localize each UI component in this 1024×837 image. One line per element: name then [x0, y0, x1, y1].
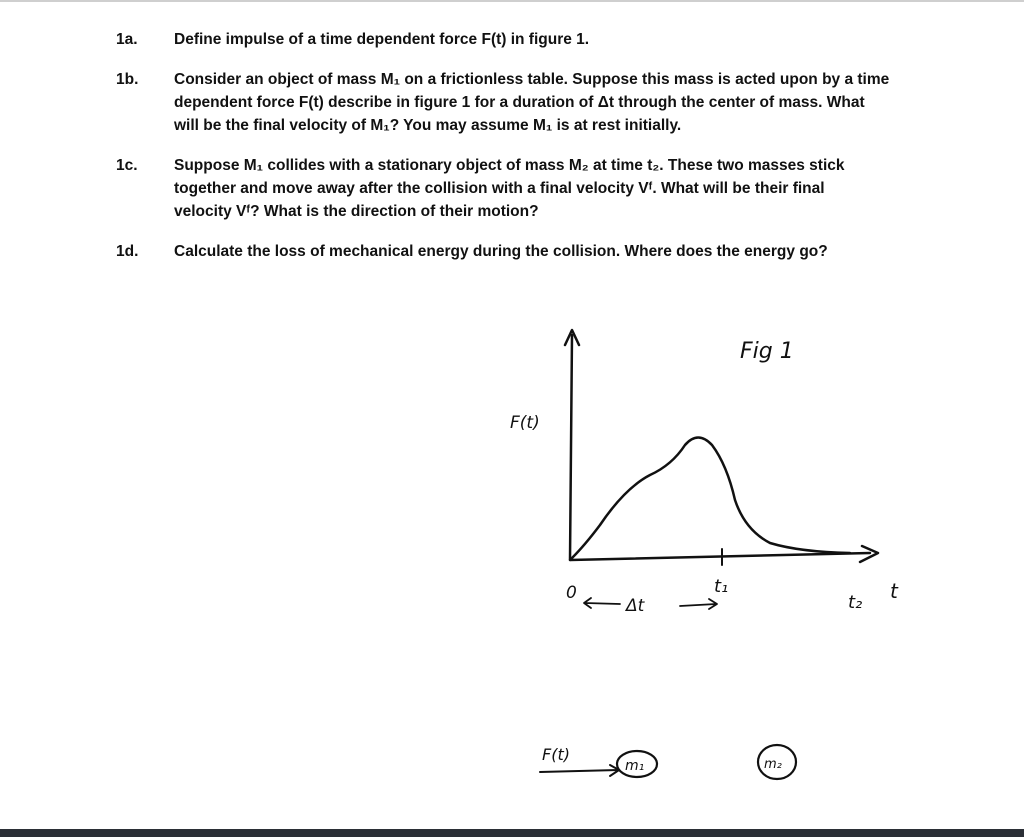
question-line: together and move away after the collision with a final velocity Vᶠ. What will be their final — [174, 180, 825, 197]
bottom-bar — [0, 829, 1024, 837]
y-axis — [570, 335, 572, 560]
x-axis-label: t — [890, 579, 898, 603]
y-axis-label: F(t) — [510, 413, 540, 433]
question-line: Calculate the loss of mechanical energy during the collision. Where does the energy go? — [174, 243, 828, 260]
force-arrow — [540, 765, 619, 776]
mass-1-label: m₁ — [625, 758, 645, 774]
question-line: Define impulse of a time dependent force F(t) in figure 1. — [174, 31, 590, 48]
question-line: dependent force F(t) describe in figure 1 for a duration of Δt through the center of mass. What — [174, 94, 865, 111]
x-axis — [570, 553, 870, 560]
t2-label: t₂ — [848, 592, 863, 613]
force-curve — [572, 438, 850, 559]
origin-label: 0 — [566, 583, 577, 603]
delta-t-right-arrow — [680, 599, 717, 609]
question-number: 1d. — [116, 243, 139, 260]
force-label: F(t) — [542, 745, 570, 764]
question-number: 1c. — [116, 157, 138, 174]
question-number: 1a. — [116, 31, 138, 48]
delta-t-left-arrow — [584, 598, 620, 608]
mass-2-label: m₂ — [764, 757, 782, 772]
figure-title: Fig 1 — [740, 339, 794, 364]
delta-t-label: Δt — [626, 596, 645, 616]
question-line: will be the final velocity of M₁? You may assume M₁ is at rest initially. — [174, 117, 682, 134]
question-line: Consider an object of mass M₁ on a frictionless table. Suppose this mass is acted upon by a time — [174, 71, 890, 88]
question-line: velocity Vᶠ? What is the direction of their motion? — [174, 203, 539, 220]
question-line: Suppose M₁ collides with a stationary object of mass M₂ at time t₂. These two masses stick — [174, 157, 845, 174]
t1-label: t₁ — [714, 576, 729, 597]
question-number: 1b. — [116, 71, 139, 88]
